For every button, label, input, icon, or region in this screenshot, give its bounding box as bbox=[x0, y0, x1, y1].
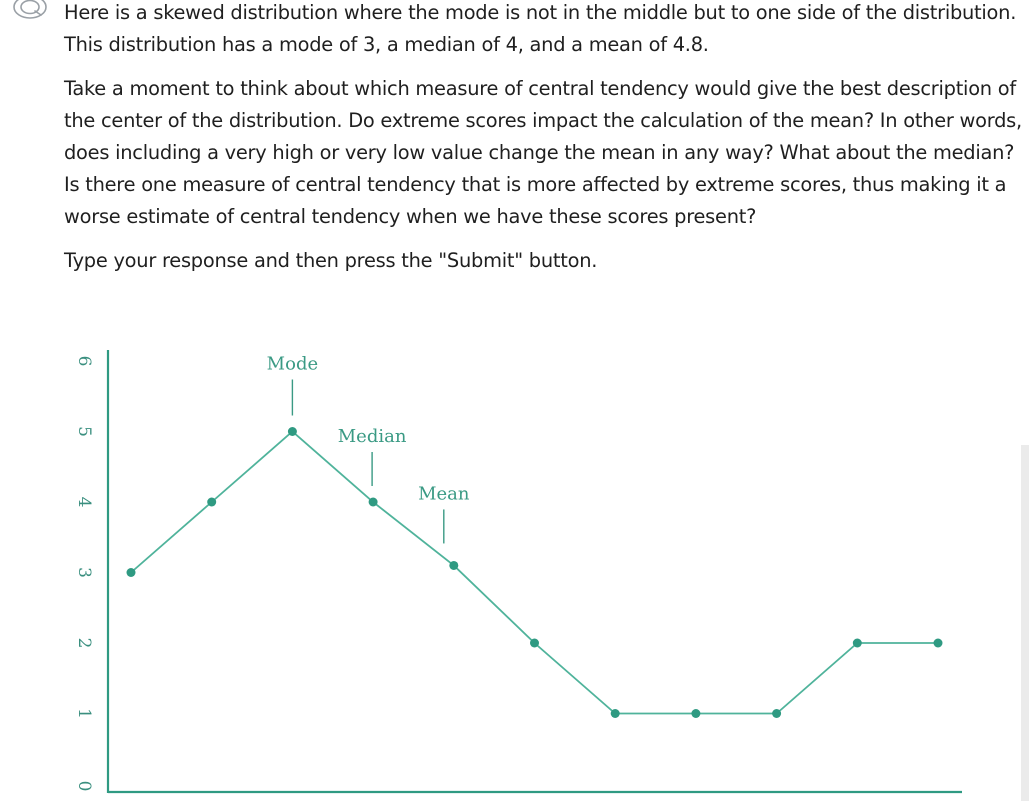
data-point-9 bbox=[772, 709, 781, 718]
data-point-1 bbox=[127, 568, 136, 577]
data-point-6 bbox=[530, 639, 539, 648]
scrollbar[interactable] bbox=[1021, 445, 1029, 801]
data-point-2 bbox=[207, 498, 216, 507]
y-tick-label-4: 4 bbox=[74, 496, 94, 508]
assistant-avatar-icon bbox=[12, 0, 48, 20]
chat-message bbox=[64, 0, 1024, 277]
message-paragraph-instruction: Type your response and then press the "Submit" button. bbox=[64, 249, 598, 272]
skewed-distribution-chart bbox=[0, 300, 1029, 801]
data-point-10 bbox=[853, 639, 862, 648]
y-tick-label-5: 5 bbox=[74, 426, 94, 437]
message-paragraph-question: Take a moment to think about which measure of central tendency would give the best description of the center of the distribution. Do extreme scores impact the calculation of the mean? In other words, does including a very high or very low value change the mean in any way? What about the median? Is there one measure of central tendency that is more affected by extreme scores, thus making it a worse estimate of central tendency when we have these scores present? bbox=[64, 77, 1022, 228]
data-point-3 bbox=[288, 427, 297, 436]
distribution-line bbox=[131, 432, 938, 714]
data-point-7 bbox=[611, 709, 620, 718]
median-label: Median bbox=[337, 426, 407, 447]
y-tick-label-6: 6 bbox=[74, 355, 94, 367]
y-tick-label-2: 2 bbox=[74, 637, 94, 649]
message-paragraph-intro: Here is a skewed distribution where the mode is not in the middle but to one side of the distribution. This distribution has a mode of 3, a median of 4, and a mean of 4.8. bbox=[64, 1, 1017, 56]
data-point-4 bbox=[369, 498, 378, 507]
mean-label: Mean bbox=[418, 483, 470, 505]
data-point-8 bbox=[691, 709, 700, 718]
y-tick-label-3: 3 bbox=[74, 567, 94, 578]
y-tick-label-1: 1 bbox=[74, 708, 94, 719]
data-point-5 bbox=[449, 561, 458, 570]
data-point-11 bbox=[934, 639, 943, 648]
mode-label: Mode bbox=[266, 353, 319, 375]
y-tick-label-0: 0 bbox=[74, 780, 94, 792]
